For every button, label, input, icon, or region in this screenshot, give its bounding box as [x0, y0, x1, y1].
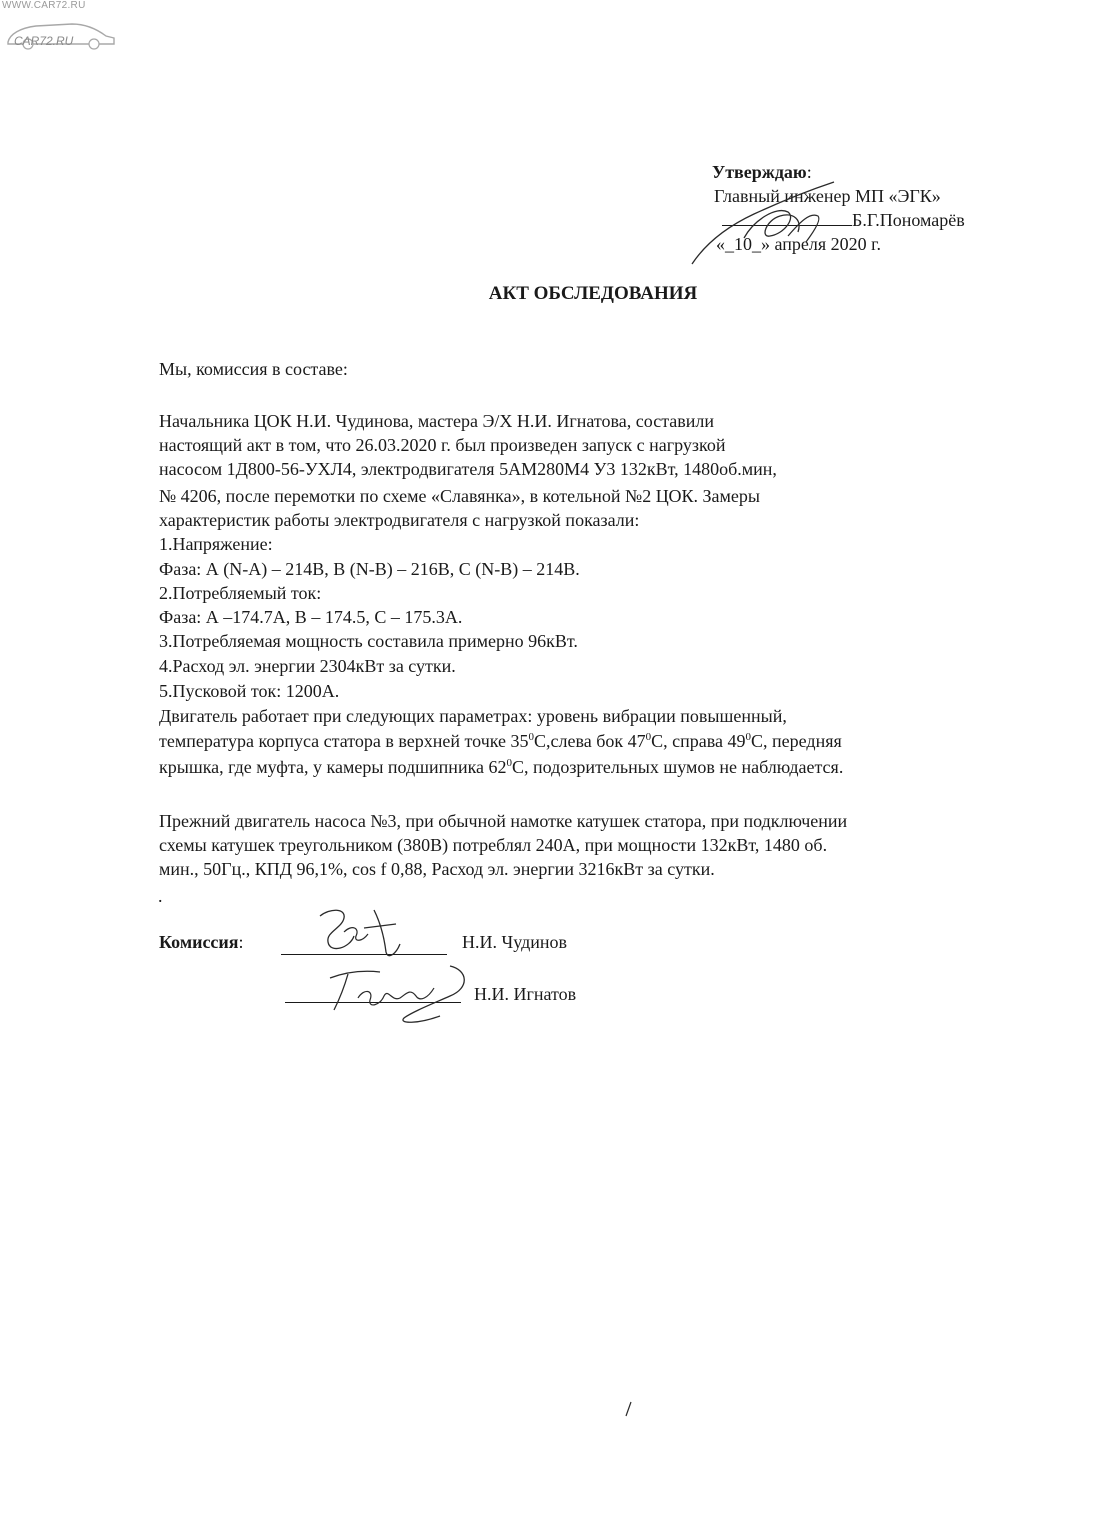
body-line: Фаза: А (N-А) – 214В, В (N-В) – 216В, С (N-В) – 214В. [159, 559, 580, 579]
body-line: 5.Пусковой ток: 1200А. [159, 681, 340, 701]
member-2-signature [300, 958, 500, 1028]
document-title [0, 283, 1116, 305]
commission-member-2: Н.И. Игнатов [474, 984, 577, 1004]
body-line: Двигатель работает при следующих параметрах: уровень вибрации повышенный, [159, 706, 787, 726]
commission-label: Комиссия: [159, 932, 244, 952]
body-line: характеристик работы электродвигателя с нагрузкой показали: [159, 510, 640, 530]
approval-signer: Б.Г.Пономарёв [852, 210, 965, 230]
stray-dot: . [158, 886, 163, 906]
body-line: Начальника ЦОК Н.И. Чудинова, мастера Э/Х Н.И. Игнатова, составили [159, 411, 715, 431]
body-line: 2.Потребляемый ток: [159, 583, 322, 603]
watermark-logo: CAR72.RU [14, 34, 74, 48]
approval-signature [684, 176, 864, 272]
temperature-line: температура корпуса статора в верхней точке $35^0С,слева$ бок $47^0С$, справа $49^0С$, передняя [159, 731, 842, 751]
intro-line: Мы, комиссия в составе: [159, 359, 348, 379]
body-line: настоящий акт в том, что 26.03.2020 г. был произведен запуск с нагрузкой [159, 435, 726, 455]
body-line: № 4206, после перемотки по схеме «Славянка», в котельной №2 ЦОК. Замеры [159, 486, 760, 506]
approval-position: Главный инженер МП «ЭГК» [714, 186, 941, 206]
body-line: мин., 50Гц., КПД 96,1%, cos f 0,88, Расход эл. энергии 3216кВт за сутки. [159, 859, 715, 879]
body-line: 3.Потребляемая мощность составила примерно 96кВт. [159, 631, 578, 651]
stray-mark [623, 1400, 633, 1418]
approval-date: «_10_» апреля 2020 г. [716, 234, 881, 254]
watermark [0, 0, 130, 52]
approval-heading: Утверждаю [712, 162, 807, 182]
body-line: Прежний двигатель насоса №3, при обычной намотке катушек статора, при подключении [159, 811, 848, 831]
document-title-text: АКТ ОБСЛЕДОВАНИЯ [488, 283, 698, 304]
body-line: 4.Расход эл. энергии 2304кВт за сутки. [159, 656, 456, 676]
body-line: Фаза: А –174.7А, В – 174.5, С – 175.3А. [159, 607, 463, 627]
body-line: насосом 1Д800-56-УХЛ4, электродвигателя 5АМ280М4 У3 132кВт, 1480об.мин, [159, 459, 777, 479]
approval-heading-colon: : [806, 162, 812, 182]
body-line: схемы катушек треугольником (380В) потреблял 240А, при мощности 132кВт, 1480 об. [159, 835, 828, 855]
temperature-line-2: крышка, где муфта, у камеры подшипника $62^0С$, подозрительных шумов не наблюдается. [159, 757, 844, 777]
member-1-signature [300, 898, 410, 966]
watermark-url: WWW.CAR72.RU [2, 0, 86, 11]
body-line: 1.Напряжение: [159, 534, 273, 554]
commission-member-1: Н.И. Чудинов [462, 932, 567, 952]
